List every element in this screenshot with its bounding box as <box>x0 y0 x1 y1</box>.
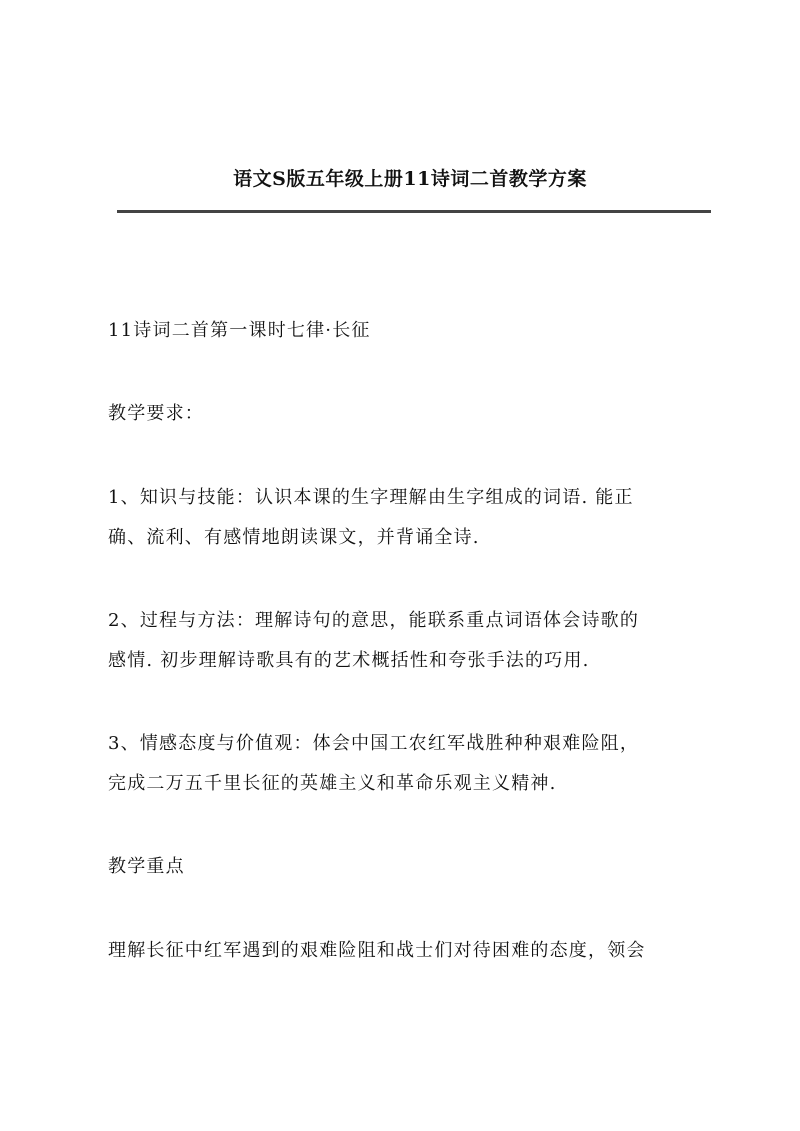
requirement-item-2-line-1: 2、过程与方法：理解诗句的意思，能联系重点词语体会诗歌的 <box>108 610 640 631</box>
requirements-heading: 教学要求： <box>108 403 204 424</box>
requirement-item-3-line-1: 3、情感态度与价值观：体会中国工农红军战胜种种艰难险阻， <box>108 733 640 754</box>
lesson-heading: 11诗词二首第一课时七律·长征 <box>108 320 371 341</box>
requirement-item-2-line-2: 感情. 初步理解诗歌具有的艺术概括性和夸张手法的巧用. <box>108 650 590 671</box>
requirement-item-3-line-2: 完成二万五千里长征的英雄主义和革命乐观主义精神. <box>108 773 557 794</box>
title-divider <box>117 210 711 213</box>
key-points-text: 理解长征中红军遇到的艰难险阻和战士们对待困难的态度，领会 <box>108 940 646 961</box>
key-points-heading: 教学重点 <box>108 856 185 877</box>
requirement-item-1-line-1: 1、知识与技能：认识本课的生字理解由生字组成的词语. 能正 <box>108 487 634 508</box>
requirement-item-1-line-2: 确、流利、有感情地朗读课文，并背诵全诗. <box>108 527 480 548</box>
document-title: 语文S版五年级上册11诗词二首教学方案 <box>233 168 587 190</box>
